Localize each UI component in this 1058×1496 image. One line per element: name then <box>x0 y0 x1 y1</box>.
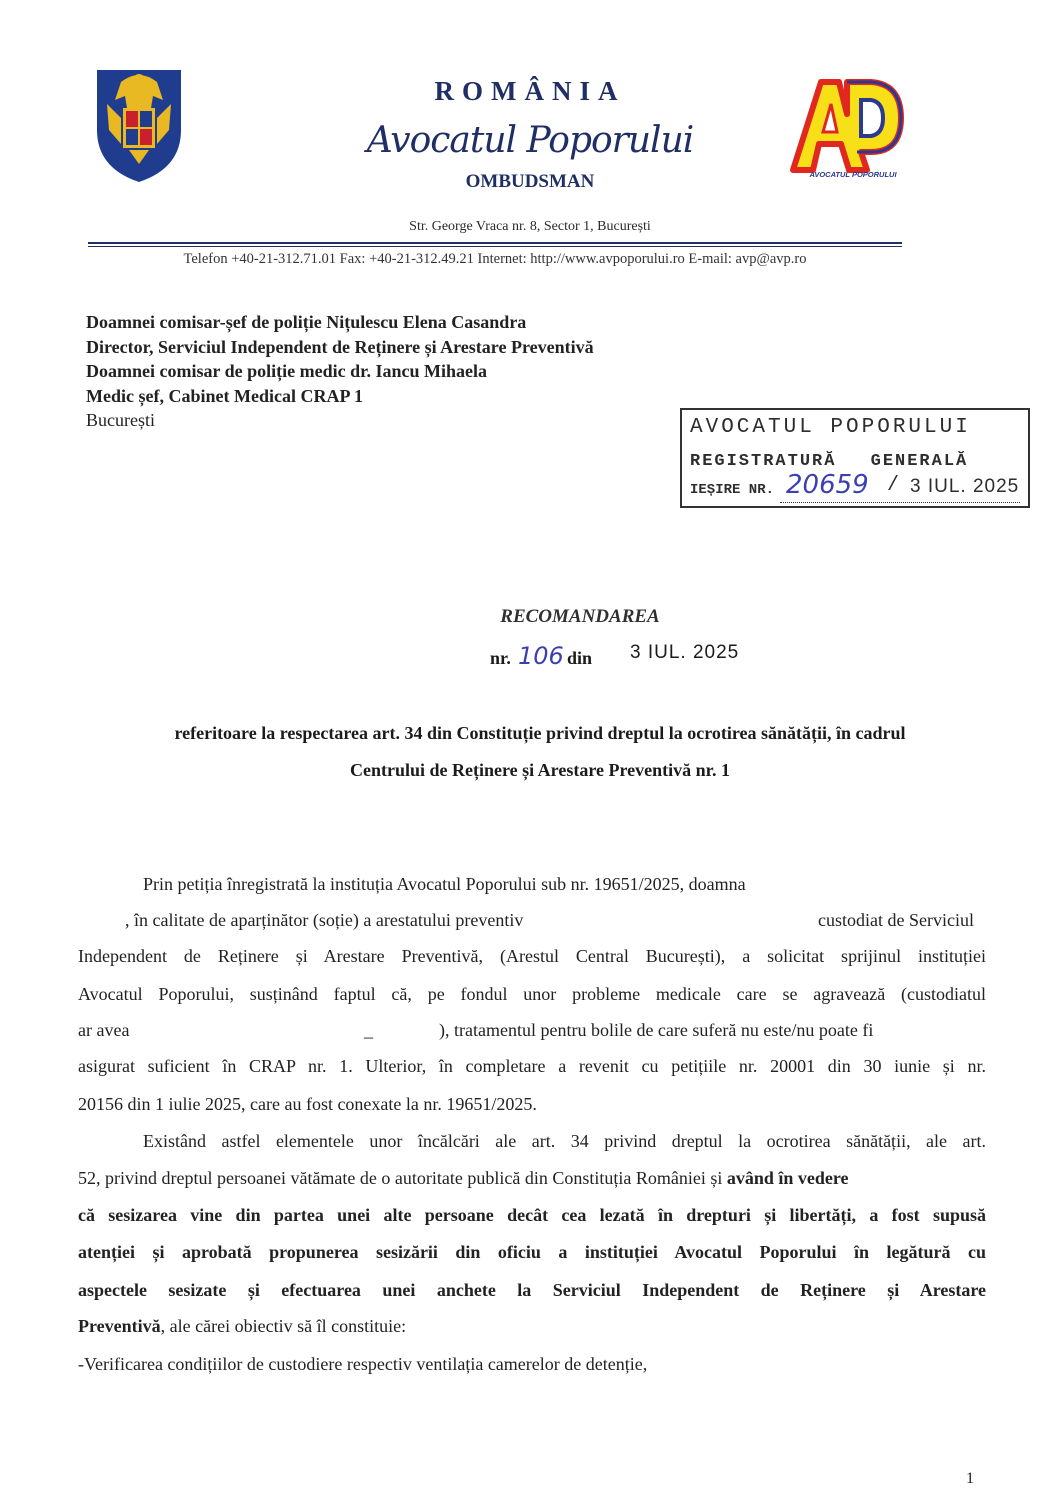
body-line: , în calitate de aparținător (soție) a arestatului preventiv <box>125 910 524 930</box>
body-text-bold: având în vedere <box>726 1168 849 1188</box>
registry-stamp <box>680 408 1030 508</box>
body-line <box>78 1316 406 1337</box>
body-text: , ale cărei obiectiv să îl constituie: <box>160 1316 407 1336</box>
body-text: 52, privind dreptul persoanei vătămate de o autoritate publică din Constituția României și <box>78 1168 727 1188</box>
body-line: custodiat de Serviciul <box>818 910 974 930</box>
body-line: că sesizarea vine din partea unei alte persoane decât cea lezată în drepturi și libertăți, a fost supusă <box>78 1205 986 1225</box>
body-line: aspectele sesizate și efectuarea unei anchete la Serviciul Independent de Reținere și Arestare <box>78 1280 986 1300</box>
header-divider-thin <box>88 246 902 247</box>
institution-address: Str. George Vraca nr. 8, Sector 1, București <box>409 219 651 234</box>
body-line <box>78 1168 849 1189</box>
stamp-registry: REGISTRATURĂ GENERALĂ <box>690 452 969 471</box>
date-label: din <box>567 648 593 668</box>
stamp-institution: AVOCATUL POPORULUI <box>690 416 971 439</box>
body-line: 20156 din 1 iulie 2025, care au fost conexate la nr. 19651/2025. <box>78 1094 537 1114</box>
stamp-number: 20659 <box>786 470 869 500</box>
addressee-line: Doamnei comisar de poliție medic dr. Iancu Mihaela <box>86 361 487 381</box>
document-title: RECOMANDAREA <box>500 606 660 627</box>
number-label: nr. <box>490 648 511 668</box>
body-line: ar avea <box>78 1020 130 1040</box>
redaction-mark: _ <box>364 1020 373 1040</box>
stamp-exit-label: IEȘIRE NR. <box>690 482 775 498</box>
institution-name: Avocatul Poporului <box>366 120 694 161</box>
bullet-item: -Verificarea condițiilor de custodiere respectiv ventilația camerelor de detenție, <box>78 1354 648 1374</box>
body-line: Prin petiția înregistrată la instituția Avocatul Poporului sub nr. 19651/2025, doamna <box>143 874 746 894</box>
subject-line: referitoare la respectarea art. 34 din Constituție privind dreptul la ocrotirea sănătății, în cadrul <box>174 723 906 743</box>
recommendation-date: 3 IUL. 2025 <box>630 642 740 663</box>
body-line: atenției și aprobată propunerea sesizării din oficiu a instituției Avocatul Poporului în legătură cu <box>78 1242 986 1262</box>
page-number: 1 <box>966 1470 974 1487</box>
stamp-separator: / <box>887 474 900 497</box>
logo-caption: AVOCATUL POPORULUI <box>809 170 897 179</box>
country-name: ROMÂNIA <box>434 76 626 106</box>
header-divider <box>88 242 902 244</box>
addressee-line: Director, Serviciul Independent de Reținere și Arestare Preventivă <box>86 337 594 357</box>
body-line: ), tratamentul pentru bolile de care suferă nu este/nu poate fi <box>439 1020 874 1040</box>
subject-line: Centrului de Reținere și Arestare Preventivă nr. 1 <box>350 760 730 780</box>
avocatul-poporului-logo-icon <box>787 74 905 186</box>
body-line: Avocatul Poporului, susținând faptul că, pe fondul unor probleme medicale care se agravează (custodiatul <box>78 984 986 1004</box>
body-text-bold: Preventivă <box>78 1316 161 1336</box>
body-line: Existând astfel elementele unor încălcări ale art. 34 privind dreptul la ocrotirea sănătății, ale art. <box>143 1131 986 1151</box>
body-line: Independent de Reținere și Arestare Preventivă, (Arestul Central București), a solicitat sprijinul instituției <box>78 946 986 966</box>
contact-line: Telefon +40-21-312.71.01 Fax: +40-21-312.49.21 Internet: http://www.avpoporului.ro E-mail: avp@avp.ro <box>183 251 807 267</box>
stamp-dotted-line <box>780 502 1020 503</box>
addressee-line: Doamnei comisar-șef de poliție Nițulescu Elena Casandra <box>86 312 527 332</box>
ombudsman-label: OMBUDSMAN <box>465 171 595 192</box>
stamp-date: 3 IUL. 2025 <box>910 476 1020 497</box>
body-line: asigurat suficient în CRAP nr. 1. Ulterior, în completare a revenit cu petițiile nr. 20001 din 30 iunie și nr. <box>78 1056 986 1076</box>
addressee-line: Medic șef, Cabinet Medical CRAP 1 <box>86 386 363 406</box>
romania-coat-of-arms-icon <box>93 60 185 184</box>
recommendation-number: 106 <box>518 642 564 670</box>
addressee-city: București <box>86 410 155 430</box>
